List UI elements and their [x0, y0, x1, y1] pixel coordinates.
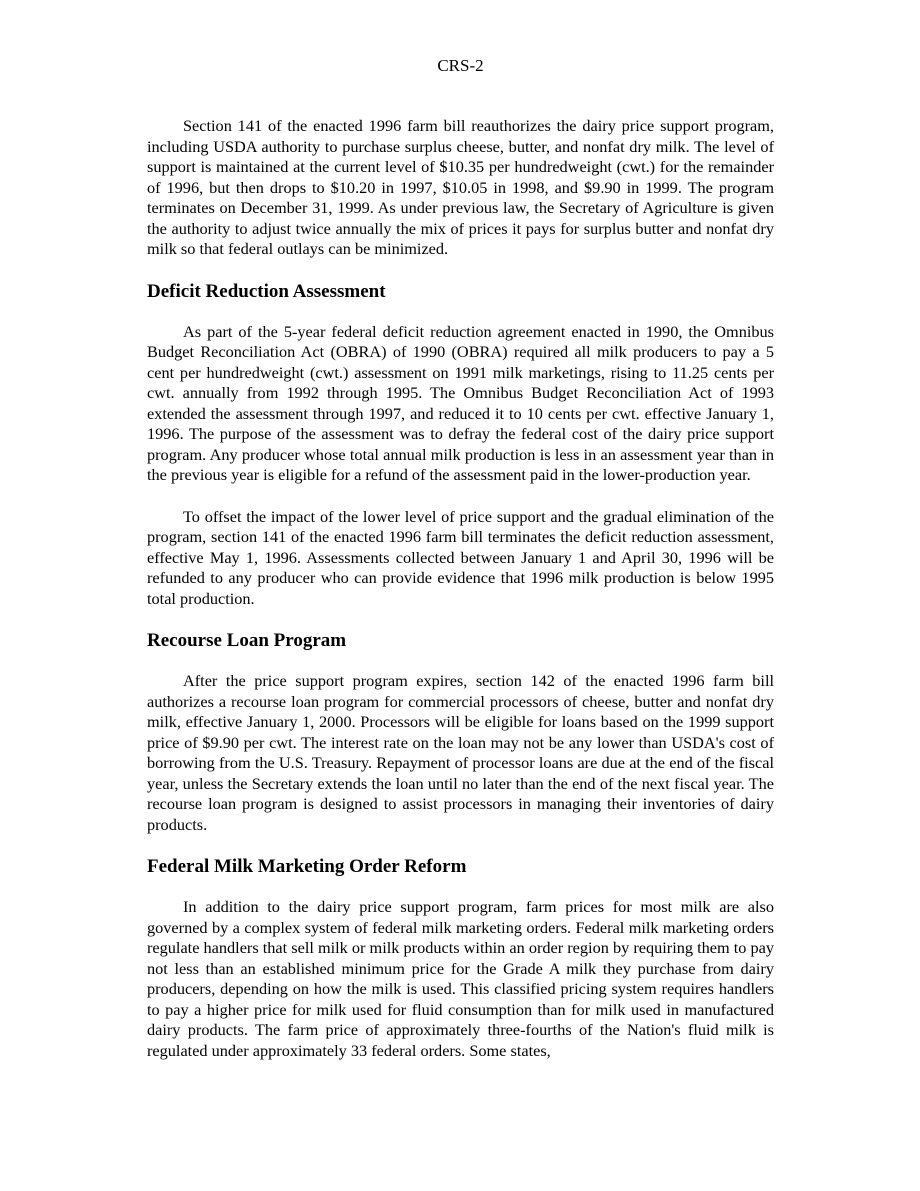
document-body [147, 116, 774, 1061]
marketing-paragraph: In addition to the dairy price support program, farm prices for most milk are also governed by a complex system of federal milk marketing orders. Federal milk marketing orders regulate handlers that sell milk or milk products within an order region by requiring them to pay not less than an established minimum price for the Grade A milk they purchase from dairy producers, depending on how the milk is used. This classified pricing system requires handlers to pay a higher price for milk used for fluid consumption than for milk used in manufactured dairy products. The farm price of approximately three-fourths of the Nation's fluid milk is regulated under approximately 33 federal orders. Some states, [147, 897, 774, 1060]
deficit-paragraph-2: To offset the impact of the lower level of price support and the gradual elimination of the program, section 141 of the enacted 1996 farm bill terminates the deficit reduction assessment, effective May 1, 1996. Assessments collected between January 1 and April 30, 1996 will be refunded to any producer who can provide evidence that 1996 milk production is below 1995 total production. [147, 506, 774, 608]
section-heading-recourse-loan: Recourse Loan Program [147, 630, 347, 651]
recourse-paragraph: After the price support program expires, section 142 of the enacted 1996 farm bill authorizes a recourse loan program for commercial processors of cheese, butter and nonfat dry milk, effective January 1, 2000. Processors will be eligible for loans based on the 1999 support price of $9.90 per cwt. The interest rate on the loan may not be any lower than USDA's cost of borrowing from the U.S. Treasury. Repayment of processor loans are due at the end of the fiscal year, unless the Secretary extends the loan until no later than the end of the next fiscal year. The recourse loan program is designed to assist processors in managing their inventories of dairy products. [147, 671, 774, 834]
section-heading-deficit-reduction: Deficit Reduction Assessment [147, 280, 386, 302]
page-header: CRS-2 [437, 56, 484, 75]
deficit-paragraph-1: As part of the 5-year federal deficit reduction agreement enacted in 1990, the Omnibus Budget Reconciliation Act (OBRA) of 1990 (OBRA) required all milk producers to pay a 5 cent per hundredweight (cwt.) assessment on 1991 milk marketings, rising to 11.25 cents per cwt. annually from 1992 through 1995. The Omnibus Budget Reconciliation Act of 1993 extended the assessment through 1997, and reduced it to 10 cents per cwt. effective January 1, 1996. The purpose of the assessment was to defray the federal cost of the dairy price support program. Any producer whose total annual milk production is less in an assessment year than in the previous year is eligible for a refund of the assessment paid in the lower-production year. [147, 321, 774, 484]
intro-paragraph: Section 141 of the enacted 1996 farm bill reauthorizes the dairy price support program, including USDA authority to purchase surplus cheese, butter, and nonfat dry milk. The level of support is maintained at the current level of $10.35 per hundredweight (cwt.) for the remainder of 1996, but then drops to $10.20 in 1997, $10.05 in 1998, and $9.90 in 1999. The program terminates on December 31, 1999. As under previous law, the Secretary of Agriculture is given the authority to adjust twice annually the mix of prices it pays for surplus butter and nonfat dry milk so that federal outlays can be minimized. [147, 116, 774, 258]
section-heading-marketing-order: Federal Milk Marketing Order Reform [147, 856, 467, 877]
